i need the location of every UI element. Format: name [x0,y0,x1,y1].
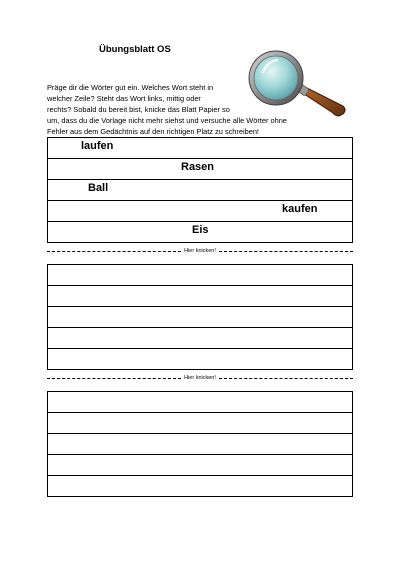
dashed-divider [47,251,181,252]
fold-label: Hier knicken! [184,375,216,381]
answer-row[interactable] [48,434,352,455]
answer-row[interactable] [48,286,352,307]
answer-row[interactable] [48,413,352,434]
instruction-line: um, dass du die Vorlage nicht mehr siehst und versuche alle Wörter ohne [47,116,287,125]
dashed-divider [47,378,181,379]
fold-line [47,247,353,255]
table-row [48,180,352,201]
word-laufen: laufen [81,140,114,152]
table-row [48,201,352,222]
dashed-divider [219,378,353,379]
word-template-grid [47,137,353,243]
answer-row[interactable] [48,349,352,370]
instruction-line: welcher Zeile? Steht das Wort links, mittig oder [47,94,201,103]
instruction-line: rechts? Sobald du bereit bist, knicke das Blatt Papier so [47,105,230,114]
word-rasen: Rasen [181,161,215,173]
answer-row[interactable] [48,455,352,476]
fold-line [47,374,353,382]
fold-label: Hier knicken! [184,248,216,254]
answer-row[interactable] [48,265,352,286]
instruction-line: Präge dir die Wörter gut ein. Welches Wort steht in [47,83,214,92]
table-row [48,222,352,243]
word-eis: Eis [192,224,209,236]
answer-grid-2 [47,391,353,497]
answer-row[interactable] [48,328,352,349]
answer-row[interactable] [48,307,352,328]
word-kaufen: kaufen [282,203,318,215]
answer-row[interactable] [48,392,352,413]
page-title: Übungsblatt OS [99,44,171,55]
answer-row[interactable] [48,476,352,497]
table-row [48,138,352,159]
instruction-line: Fehler aus dem Gedächtnis auf den richtigen Platz zu schreiben! [47,127,259,136]
answer-grid-1 [47,264,353,370]
dashed-divider [219,251,353,252]
magnifying-glass-icon [243,48,348,118]
word-ball: Ball [88,182,109,194]
table-row [48,159,352,180]
